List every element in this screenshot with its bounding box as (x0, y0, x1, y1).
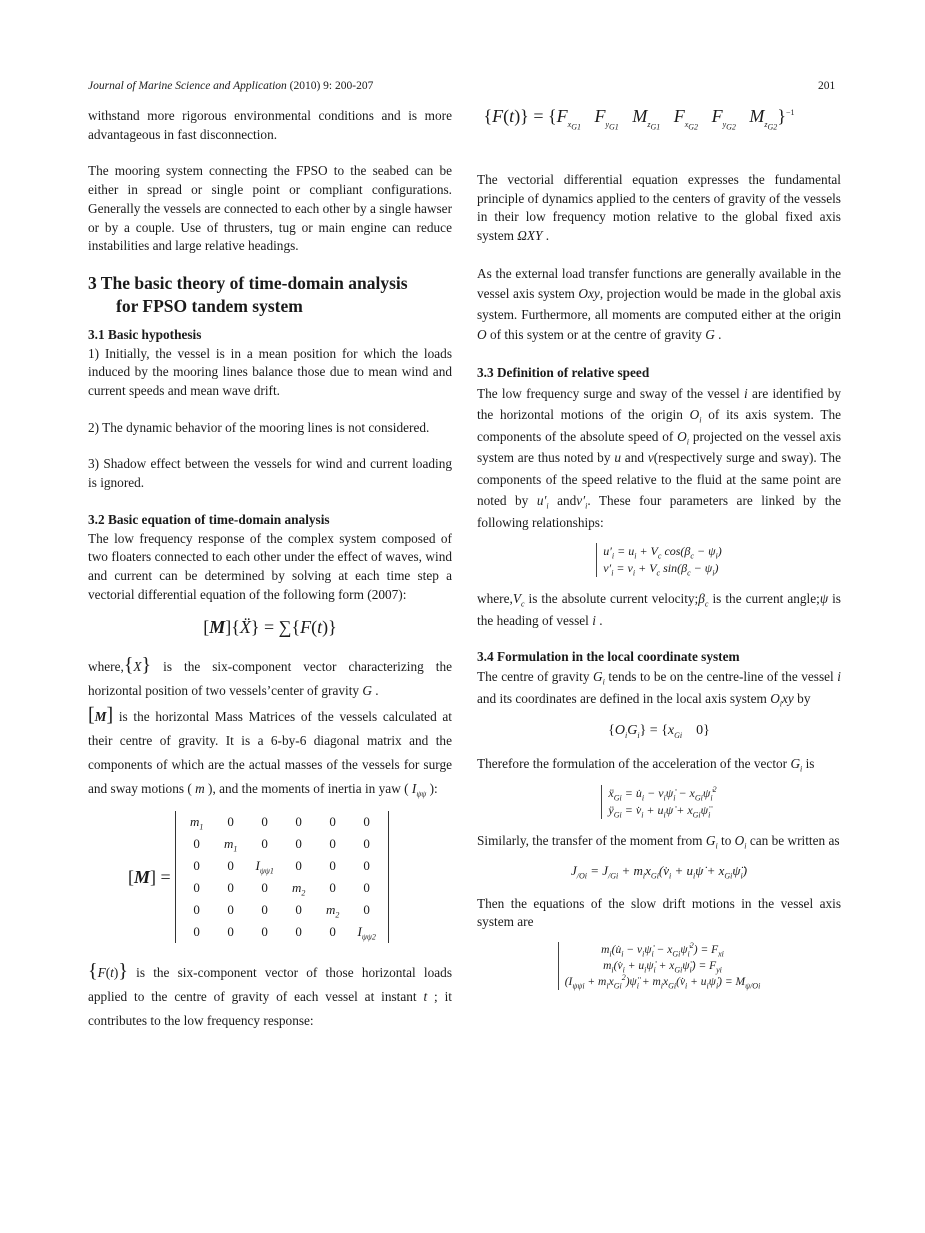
matrix-cell: $m_2$ (291, 879, 306, 898)
matrix-cell: $m_1$ (189, 813, 204, 832)
equation-slow-drift: $m_i(u̇_i$ − $v_i\psi̇_i$ − $x_{Gi}\psi̇_i^2) = F_{xi}$ $m_i(v̇_i$ + $u_i\psi̇_i$ + $x_{Gi}\psï_i) = F_{yi}$ ($I_{\psi\psi i}$ + $m_ix_{Gi}^2)\psï_i$ + $m_ix_{Gi}(v̇_i$ + $u_i\psi̇_i) = M_{\psi/Oi}$ (477, 942, 841, 991)
matrix-cell: 0 (193, 857, 200, 873)
matrix-cell: $I_{\psi\psi 1}$ (255, 857, 274, 876)
matrix-row (180, 833, 384, 855)
equation-moment-transfer: $J_{/Oi} = J_{/Gi}$ + $m_ix_{Gi}(v̇_i$ + $u_i\psi̇$ + $x_{Gi}\psï_i$) (570, 862, 748, 881)
paragraph: The mooring system connecting the FPSO to the seabed can be either in spread or single point or compliant configurations. Generally the vessels are connected to each other by a single hawser or by a couple. Use of thrusters, tug or main engine can reduce instabilities and large relative headings. (88, 163, 452, 254)
paragraph: As the external load transfer functions are generally available in the vessel axis system Oxy, projection would be made in the global axis system. Furthermore, all moments are computed either at the origin O of this system or at the centre of gravity G . (477, 265, 842, 343)
matrix-cell: 0 (227, 923, 234, 939)
running-header (88, 80, 373, 92)
left-column (88, 107, 452, 1033)
hypothesis-2: 2) The dynamic behavior of the mooring lines is not considered. (88, 419, 430, 435)
matrix-row (180, 855, 384, 877)
matrix-cell: 0 (261, 901, 268, 917)
section-heading (88, 272, 452, 318)
matrix-cell: 0 (295, 813, 302, 829)
equation-relative-speed: $u'_i = u_i + V_c$ $\cos(\beta_c - \psi_i)$ $v'_i = v_i + V_c$ $\sin(\beta_c - \psi_i)$ (477, 543, 841, 578)
matrix-cell: 0 (261, 879, 268, 895)
paragraph: The low frequency response of the complex system composed of two floaters connected to each other under the effect of waves, wind and current can be determined by solving at each time step a vectorial differential equation of the following form (2007): (88, 530, 452, 602)
matrix-row (180, 921, 384, 943)
heading-line: for FPSO tandem system (116, 295, 303, 316)
matrix-row (180, 877, 384, 899)
mass-matrix (175, 811, 389, 943)
equation-og: $\{O_iG_i\} = \{x_{Gi}$ 0} (608, 723, 710, 741)
matrix-cell: 0 (363, 813, 370, 829)
paragraph: Similarly, the transfer of the moment from $G_i$ to $O_i$ can be written as (477, 832, 840, 851)
equation-acceleration: ẍ$_{Gi}$ = $u̇_i$ − $v_i\psi̇_i$ − $x_{Gi}\psi̇_i^2$ $ÿ_{Gi}$ = $v̇_i$ + $u_i\psi̇$ + $x_{Gi}\psï_i$ (477, 785, 841, 820)
matrix-cell: 0 (363, 835, 370, 851)
matrix-cell: 0 (295, 835, 302, 851)
matrix-cell: 0 (329, 879, 336, 895)
matrix-cell: 0 (261, 835, 268, 851)
matrix-cell: 0 (193, 835, 200, 851)
matrix-cell: 0 (193, 879, 200, 895)
matrix-cell: $m_1$ (223, 835, 238, 854)
heading-line: 3 The basic theory of time-domain analysis (88, 272, 408, 293)
equation-force-vector: $\{F(t)\} = \{F_{x_{G1}}$ $F_{y_{G1}}$ $M_{z_{G1}}$ $F_{x_{G2}}$ $F_{y_{G2}}$ $M_{z_{G2}}\}^{-1}$ (483, 106, 795, 132)
subsection-heading: 3.4 Formulation in the local coordinate system (477, 648, 740, 664)
hypothesis-1: 1) Initially, the vessel is in a mean position for which the loads induced by the mooring lines balance those due to mean wind and current speeds and mean wave drift. (88, 345, 452, 399)
right-column (477, 107, 841, 991)
paragraph: Then the equations of the slow drift motions in the vessel axis system are (477, 895, 841, 930)
hypothesis-3: 3) Shadow effect between the vessels for wind and current loading is ignored. (88, 456, 452, 491)
mass-matrix-equation: [M] = $m_1$ 0 0 0 0 0 0 $m_1$ 0 0 0 0 0 0 $I_{\psi\psi 1}$ 0 0 0 0 0 0 $m_2$ 0 0 0 0 0 0 $m_2$ 0 0 0 0 0 0 $I_{\psi\psi 2}$ (88, 811, 452, 943)
matrix-cell: 0 (329, 857, 336, 873)
matrix-cell: 0 (227, 901, 234, 917)
matrix-row (180, 899, 384, 921)
paragraph: [M] is the horizontal Mass Matrices of the vessels calculated at their centre of gravity. It is a 6-by-6 diagonal matrix and the components of which are the actual masses of the vessels for surge and sway motions ( m ), and the moments of inertia in yaw ( $I_{\psi\psi}$ ): (88, 704, 453, 799)
paragraph: Therefore the formulation of the acceleration of the vector $G_i$ is (477, 756, 815, 774)
matrix-cell: 0 (261, 923, 268, 939)
matrix-cell: 0 (261, 813, 268, 829)
matrix-cell: 0 (193, 923, 200, 939)
journal-name: Journal of Marine Science and Application (88, 80, 287, 92)
page-number: 201 (818, 80, 836, 92)
journal-citation: (2010) 9: 200-207 (289, 80, 374, 92)
matrix-cell: 0 (329, 835, 336, 851)
matrix-cell: 0 (363, 857, 370, 873)
paragraph: $where,V_c$ is the absolute current $velocity;\beta_c$ is the current angle;ψ is the heading of vessel i . (477, 590, 841, 628)
matrix-cell: 0 (295, 857, 302, 873)
subsection-heading: 3.3 Definition of relative speed (477, 364, 650, 380)
paragraph: The low frequency surge and sway of the vessel i are identified by the horizontal motions of the origin $O_i$ of its axis system. The components of the absolute speed of $O_i$ projected on the vessel axis system are thus noted by u and v(respectively surge and sway). The components of the speed relative to the fluid at the same point are noted by $u'_i$ $andv'_i$. These four parameters are linked by the following relationships: (477, 385, 842, 530)
paragraph: The vectorial differential equation expresses the fundamental principle of dynamics applied to the centers of gravity of the vessels in their low frequency motion relative to the global fixed axis system ΩXY . (477, 172, 841, 244)
matrix-cell: $I_{\psi\psi 2}$ (357, 923, 376, 942)
matrix-cell: 0 (193, 901, 200, 917)
matrix-cell: 0 (329, 923, 336, 939)
matrix-cell: 0 (363, 901, 370, 917)
subsection-heading: 3.1 Basic hypothesis (88, 326, 202, 342)
paragraph: The centre of gravity $G_i$ tends to be on the centre-line of the vessel i and its coordinates are defined in the local axis system $O_ixy$ by (477, 669, 841, 710)
subsection-heading: 3.2 Basic equation of time-domain analysis (88, 511, 330, 527)
matrix-cell: 0 (227, 857, 234, 873)
paragraph: where,{X} is the six-component vector characterizing the horizontal position of two vessels’center of gravity G . (88, 654, 453, 699)
matrix-cell: 0 (363, 879, 370, 895)
matrix-cell: 0 (227, 813, 234, 829)
equation-motion: [M]{Ẍ} = ∑{F(t)} (203, 617, 337, 638)
matrix-cell: 0 (227, 879, 234, 895)
matrix-cell: 0 (295, 923, 302, 939)
matrix-row (180, 811, 384, 833)
paragraph: withstand more rigorous environmental conditions and is more advantageous in fast disconnection. (88, 108, 452, 142)
paragraph: {F(t)} is the six-component vector of those horizontal loads applied to the centre of gravity of each vessel at instant t ; it contributes to the low frequency response: (88, 960, 452, 1029)
matrix-cell: 0 (295, 901, 302, 917)
matrix-cell: 0 (329, 813, 336, 829)
matrix-cell: $m_2$ (325, 901, 340, 920)
